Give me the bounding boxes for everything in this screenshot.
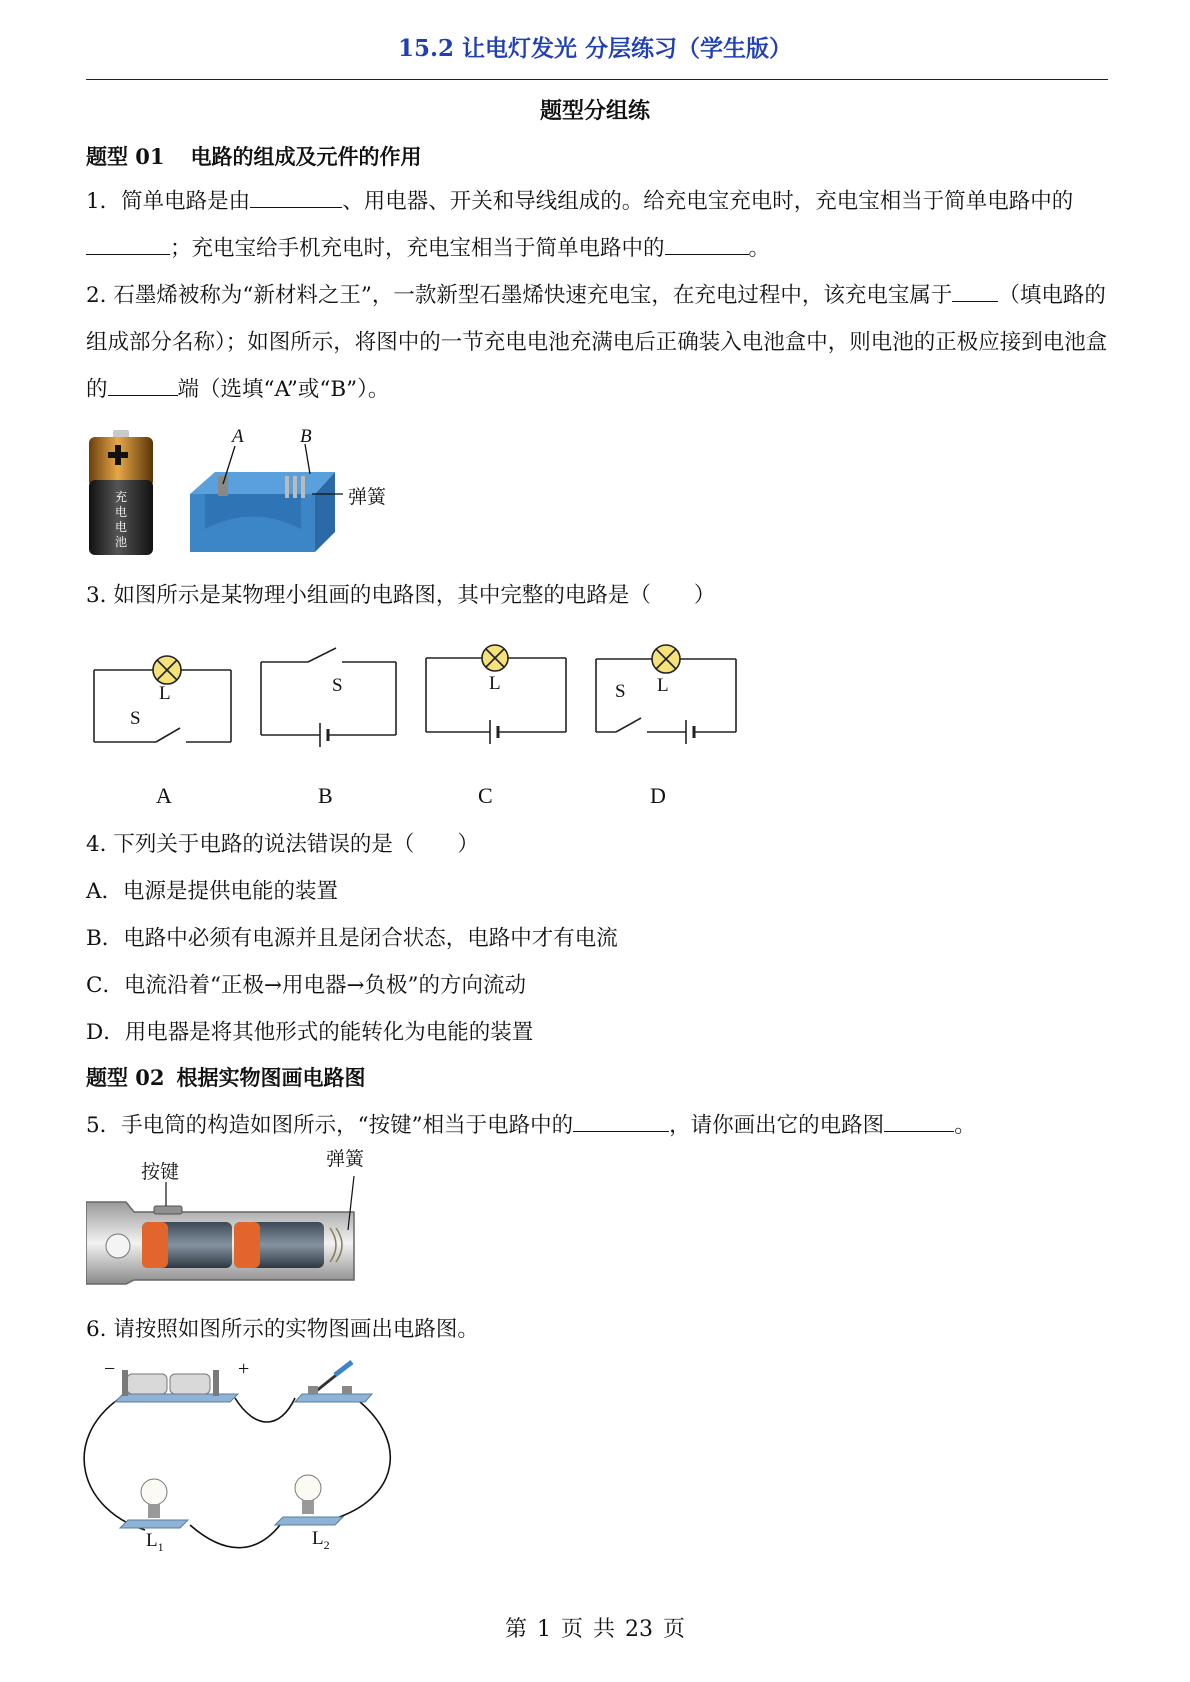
q2-blank-1[interactable] [952,278,998,302]
footer-word: 共 [593,1617,616,1642]
circuit-b [261,648,396,747]
q4-option-c: C．电流沿着“正极→用电器→负极”的方向流动 [86,973,526,998]
circuit-b-label-s: S [332,675,343,696]
circuit-d-label-s: S [615,681,626,702]
type01-title: 电路的组成及元件的作用 [190,144,422,169]
battery-box-image [185,426,395,564]
type02-label: 题型 02 [86,1065,165,1090]
type01-heading [86,141,422,171]
question-5 [86,1108,976,1139]
question-3: 3. 如图所示是某物理小组画的电路图，其中完整的电路是（ ） [86,583,716,608]
document-title: 15.2 让电灯发光 分层练习（学生版） [397,35,793,62]
battery-char: 充 [114,490,127,504]
q5-text-3: 。 [954,1113,976,1138]
circuit-options-figure [86,635,746,775]
box-label-a: A [232,426,244,447]
battery-label [113,490,129,550]
question-1 [86,178,1110,272]
rechargeable-battery-image [86,430,156,558]
battery-char: 电 [114,505,127,519]
box-label-b: B [300,426,312,447]
l2-subscript: 2 [323,1537,330,1552]
header-rule [86,79,1108,80]
circuit-a-label-s: S [130,708,141,729]
question-4: 4. 下列关于电路的说法错误的是（ ） [86,832,479,857]
q5-text-1: 5．手电筒的构造如图所示，“按键”相当于电路中的 [86,1113,574,1138]
flashlight-button-label: 按键 [141,1161,180,1183]
battery-char: 池 [114,535,127,549]
circuit-c-label-l: L [489,673,501,694]
question-6: 6. 请按照如图所示的实物图画出电路图。 [86,1317,479,1342]
q4-option-a: A．电源是提供电能的装置 [86,879,339,904]
circuit-d-label-l: L [657,675,669,696]
lamp-l2-label [312,1528,330,1553]
q5-blank-1[interactable] [573,1108,669,1132]
page-footer [0,1612,1190,1643]
q2-text-1: 2. 石墨烯被称为“新材料之王”，一款新型石墨烯快速充电宝，在充电过程中，该充电宝属于 [86,283,953,308]
total-pages: 23 [625,1617,654,1642]
battery-plus-label: + [238,1358,250,1380]
option-caption-c: C [478,783,493,808]
q4-option-d: D．用电器是将其他形式的能转化为电能的装置 [86,1020,534,1045]
q1-blank-2[interactable] [86,231,170,255]
section-title: 题型分组练 [539,98,650,124]
q2-text-2: （填电路的组成部分名称）；如图所示，将图中的一节充电电池充满电后正确装入电池盒中，则电池的正极应接到电池盒的 [86,283,1108,402]
q1-blank-1[interactable] [250,184,342,208]
type01-label: 题型 01 [86,144,165,169]
l2-letter: L [312,1528,324,1549]
q4-option-b: B．电路中必须有电源并且是闭合状态，电路中才有电流 [86,926,618,951]
footer-word: 页 [663,1617,686,1642]
q1-blank-3[interactable] [665,231,749,255]
q1-text-3: ；充电宝给手机充电时，充电宝相当于简单电路中的 [170,236,665,261]
option-caption-d: D [650,783,666,808]
footer-word: 第 [504,1617,527,1642]
option-caption-b: B [318,783,333,808]
circuit-diagrams [86,635,746,775]
q5-text-2: ，请你画出它的电路图 [669,1113,885,1138]
option-caption-a: A [156,783,172,808]
q1-text-1: 1．简单电路是由 [86,189,251,214]
circuit-a-label-l: L [159,683,171,704]
flashlight-image [86,1148,386,1287]
spring-label: 弹簧 [348,486,387,508]
type02-heading [86,1062,366,1092]
lamp-l1-label [146,1530,164,1555]
flashlight-spring-label: 弹簧 [326,1148,365,1170]
physical-circuit-image [80,1360,410,1560]
l1-subscript: 1 [157,1539,164,1554]
footer-word: 页 [560,1617,583,1642]
question-2 [86,272,1110,413]
physical-circuit-drawing [80,1360,410,1560]
l1-letter: L [146,1530,158,1551]
battery-minus-label: − [104,1358,116,1380]
q2-blank-2[interactable] [108,372,178,396]
q2-text-3: 端（选填“A”或“B”）。 [177,377,390,402]
type02-title: 根据实物图画电路图 [176,1065,366,1090]
page-number: 1 [536,1617,551,1642]
q1-text-2: 、用电器、开关和导线组成的。给充电宝充电时，充电宝相当于简单电路中的 [342,189,1074,214]
flashlight-drawing [86,1152,386,1287]
battery-char: 电 [114,520,127,534]
q5-blank-2[interactable] [884,1108,954,1132]
q1-text-4: 。 [748,236,771,261]
